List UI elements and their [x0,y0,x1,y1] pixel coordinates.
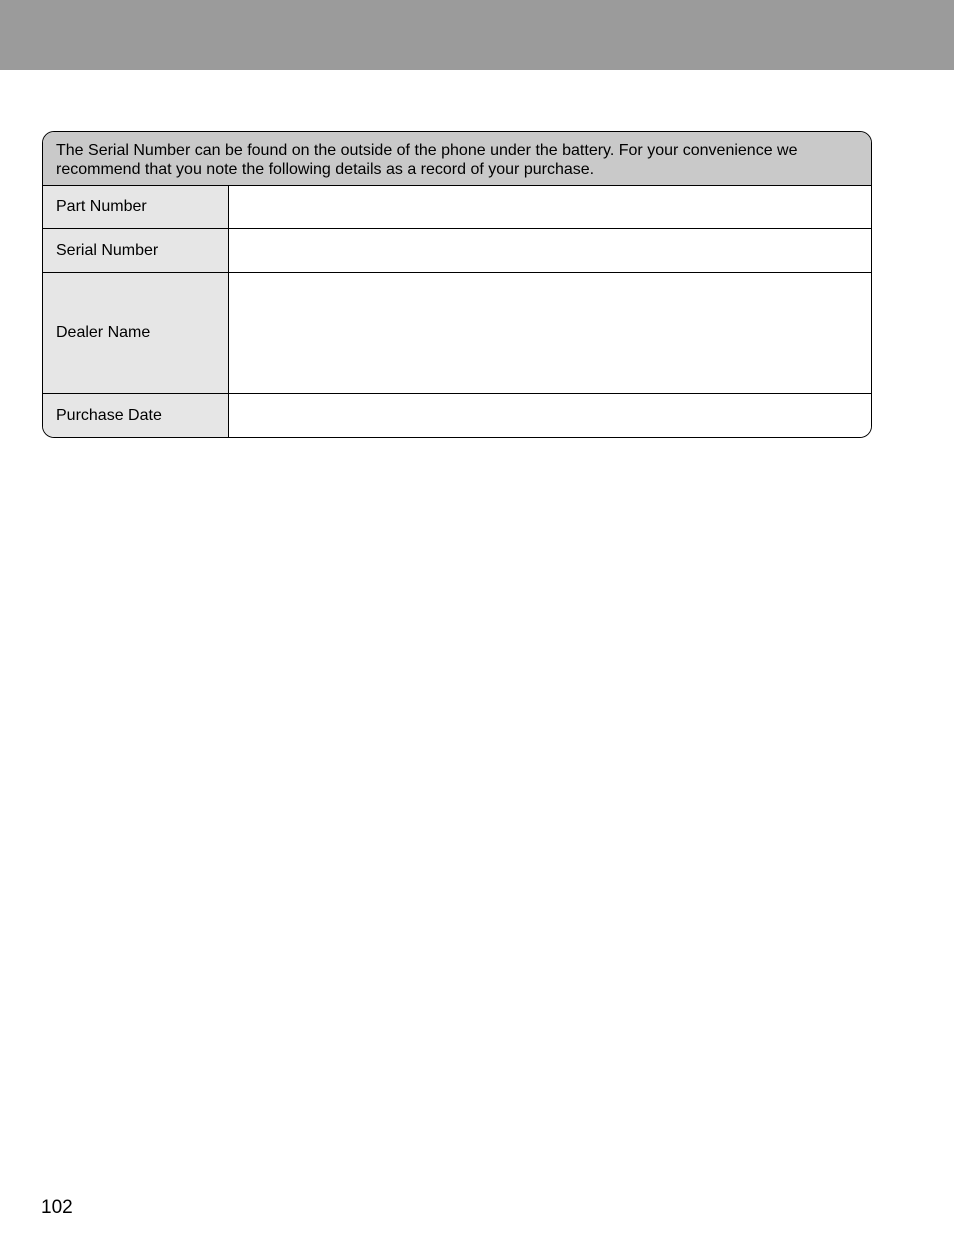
part-number-row [43,186,871,229]
serial-number-field[interactable] [229,229,871,272]
purchase-date-field[interactable] [229,394,871,437]
purchase-date-row [43,394,871,437]
dealer-name-field[interactable] [229,273,871,393]
serial-number-label: Serial Number [43,229,229,272]
serial-number-row [43,229,871,273]
purchase-record-table [42,131,872,438]
page-number: 102 [41,1197,73,1218]
dealer-name-row [43,273,871,394]
header-band [0,0,954,70]
part-number-label: Part Number [43,186,229,228]
part-number-field[interactable] [229,186,871,228]
record-intro-text: The Serial Number can be found on the outside of the phone under the battery. For your convenience we recommend that you note the following details as a record of your purchase. [43,132,871,186]
dealer-name-label: Dealer Name [43,273,229,393]
purchase-date-label: Purchase Date [43,394,229,437]
